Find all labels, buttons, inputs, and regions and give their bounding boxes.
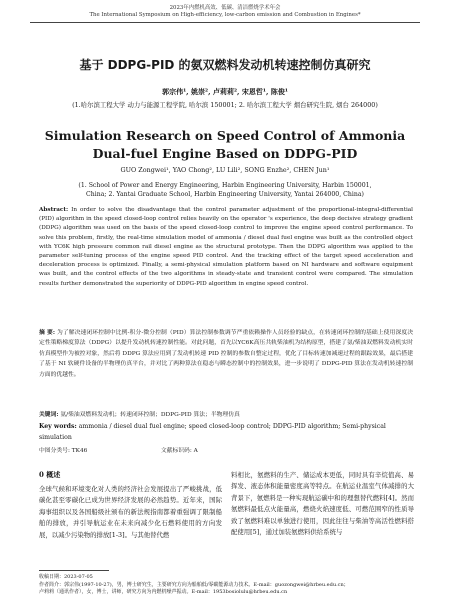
chinese-affiliations: (1.哈尔滨工程大学 动力与能源工程学院, 哈尔滨 150001; 2. 哈尔滨工程大学 烟台研究生院, 烟台 264000) [72, 101, 378, 109]
document-code: 文献标识码: A [160, 448, 198, 454]
footnote-rule [39, 570, 109, 571]
cn-abstract-text: 为了解决速闭环控制中比例-积分-微分控制（PID）算法控制参数调节严重依赖操作人员经验的缺点，在转速闭环控制的基础上使用深度决定性策略梯度算法（DDPG）以提升发动机转速控制性能。对此问题，首先以YC6K高压共轨柴油机为结构原型，搭建了氨/柴油双燃料发动机实时仿真模型作为被控对象，然后将 DDPG 算法应用到了发动机转速 PID 控制的参数自整定过程，优化了目标转速加减速过程的跟踪效果，最后搭建了基于 NI 软硬件设备的半物理仿真平台，并对比了两种算法在稳态与瞬态控制中的控制效果，进一步说明了 DDPG-PID 算法在发动机转速控制方面的优越性。 [39, 330, 413, 378]
chinese-abstract [39, 328, 413, 380]
english-title [0, 127, 450, 163]
chinese-title: 基于 DDPG-PID 的氨双燃料发动机转速控制仿真研究 [79, 58, 371, 72]
english-affiliations [0, 181, 450, 199]
english-aff-line1: (1. School of Power and Energy Engineering, Harbin Engineering University, Harbin 150001, [78, 182, 372, 189]
chinese-authors: 郭宗伟¹, 姚崇², 卢莉莉², 宋恩哲¹, 陈俊¹ [162, 87, 288, 96]
footnote-author2: 卢莉莉（通讯作者），女，博士，讲师，研究方向为内燃机噪声振动。E-mail：1953bosiolulu@hrbeu.edu.cn [39, 589, 288, 596]
english-abstract [39, 206, 413, 289]
english-title-line2: Dual-fuel Engine Based on DDPG-PID [92, 146, 358, 161]
footnote-author1: 作者简介：郭宗伟(1997-10-27)，男，博士研究生，主要研究方向为船舶低/零碳能源动力技术。E-mail：guozongwei@hrbeu.edu.cn； [39, 581, 349, 588]
english-title-line1: Simulation Research on Speed Control of Ammonia [44, 128, 406, 143]
clc-number: 中图分类号: TK46 [39, 448, 88, 454]
classification-line [39, 445, 413, 454]
en-keywords-label: Key words: [39, 423, 77, 430]
abstract-label: Abstract: [39, 207, 69, 213]
footnote-received: 收稿日期：2023-07-05 [39, 574, 93, 580]
cn-keywords-label: 关键词: [39, 412, 59, 418]
english-aff-line2: China; 2. Yantai Graduate School, Harbin Engineering University, Yantai 264000, China) [86, 191, 364, 198]
cn-keywords-text: 氨/柴油双燃料发动机；转速闭环控制；DDPG-PID 算法；半物理仿真 [60, 412, 240, 418]
abstract-text: In order to solve the disadvantage that the control parameter adjustment of the proportional-integral-differential (PID) algorithm in the speed closed-loop control relies heavily on the operator 's experience, the deep decisive strategy gradient (DDPG) algorithm was used on the basis of the speed closed-loop control to improve the engine speed control performance. To solve this problem, firstly, the real-time simulation model of ammonia / diesel dual fuel engine was built as the controlled object with YC6K high pressure common rail diesel engine as the structural prototype. Then the DDPG algorithm was applied to the parameter self-tuning process of the engine speed PID control. And the tracking effect of the target speed acceleration and deceleration process is optimized. Finally, a semi-physical simulation platform based on NI hardware and software equipment was built, and the control effects of the two algorithms in steady-state and transient control were compared. The simulation results further demonstrated the superiority of DDPG-PID algorithm in engine speed control. [39, 207, 414, 287]
footnotes [39, 574, 419, 597]
en-keywords-text: ammonia / diesel dual fuel engine; speed closed-loop control; DDPG-PID algorithm; Semi-physical simulation [39, 423, 386, 441]
header-cn: 2023年内燃机高效、低碳、清洁燃烧学术年会 [169, 5, 281, 11]
cn-abstract-label: 摘 要: [39, 330, 56, 336]
english-authors: GUO Zongwei¹, YAO Chong², LU Lili², SONG Enzhe², CHEN Jun¹ [120, 166, 330, 174]
body-column-right: 料相比，氨燃料的生产、储运成本更低，同时具有辛烷值高、易挥发、液态体积能量密度高等特点。在航运业温室气体减排的大背景下，氨燃料是一种实现航运碳中和的理想替代燃料[4]。然而氨燃料最低点火能量高，燃烧火焰速度低、可燃范围窄的性质导致了氨燃料难以单独进行使用，因此往往与柴油等高活性燃料搭配使用[5]，通过加装氨燃料供给系统与 [231, 471, 414, 537]
section-heading: 0 概述 [39, 470, 61, 479]
english-keywords [39, 421, 413, 443]
body-column-left: 全球气候和环境变化对人类的经济社会发展提出了严峻挑战，低碳化甚至零碳化已成为世界经济发展的必然趋势。近年来，国际海事组织以及各国船级社颁布的新法规指南都着重强调了限制船舶的排放，并引导航运业在未来向减少化石燃料使用的方向发展，以减少污染物的排放[1-3]。与其他替代燃 [39, 485, 222, 539]
header-rule [30, 22, 420, 23]
chinese-keywords [39, 410, 413, 420]
header-en: The International Symposium on High-efficiency, low-carbon emission and Combustion in Engines* [89, 12, 361, 18]
running-header [0, 5, 450, 19]
